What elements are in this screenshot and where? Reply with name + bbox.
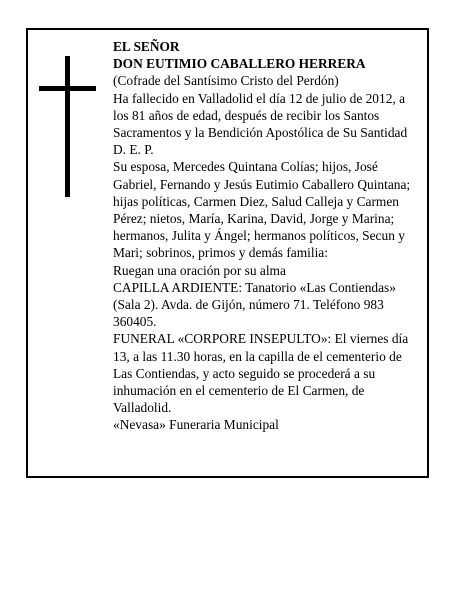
subtitle: (Cofrade del Santísimo Cristo del Perdón): [113, 73, 339, 89]
obituary-text: [113, 38, 418, 434]
death-announcement: Ha fallecido en Valladolid el día 12 de julio de 2012, a los 81 años de edad, después de recibir los Santos Sacramentos y la Bendición Apostólica de Su Santidad: [113, 90, 408, 141]
heading-title: EL SEÑOR: [113, 39, 180, 54]
cross-vertical-bar: [65, 56, 70, 197]
prayer-line: Ruegan una oración por su alma: [113, 262, 286, 278]
dep-line: D. E. P.: [113, 142, 154, 158]
chapel-info: CAPILLA ARDIENTE: Tanatorio «Las Contiendas» (Sala 2). Avda. de Gijón, número 71. Teléfono 983 360405.: [113, 279, 396, 330]
family-list: Su esposa, Mercedes Quintana Colías; hijos, José Gabriel, Fernando y Jesús Eutimio Caballero Quintana; hijas políticas, Carmen Diez, Salud Calleja y Carmen Pérez; nietos, María, Karina, David, Jorge y Marina; hermanos, Julita y Ángel; hermanos políticos, Secun y Mari; sobrinos, primos y demás familia:: [113, 159, 411, 261]
funeral-home: «Nevasa» Funeraria Municipal: [113, 417, 279, 433]
deceased-name: DON EUTIMIO CABALLERO HERRERA: [113, 56, 366, 72]
funeral-info: FUNERAL «CORPORE INSEPULTO»: El viernes día 13, a las 11.30 horas, en la capilla de el cementerio de Las Contiendas, y acto seguido se procederá a su inhumación en el cementerio de El Carmen, de Valladolid.: [113, 331, 409, 416]
cross-horizontal-bar: [39, 86, 96, 91]
